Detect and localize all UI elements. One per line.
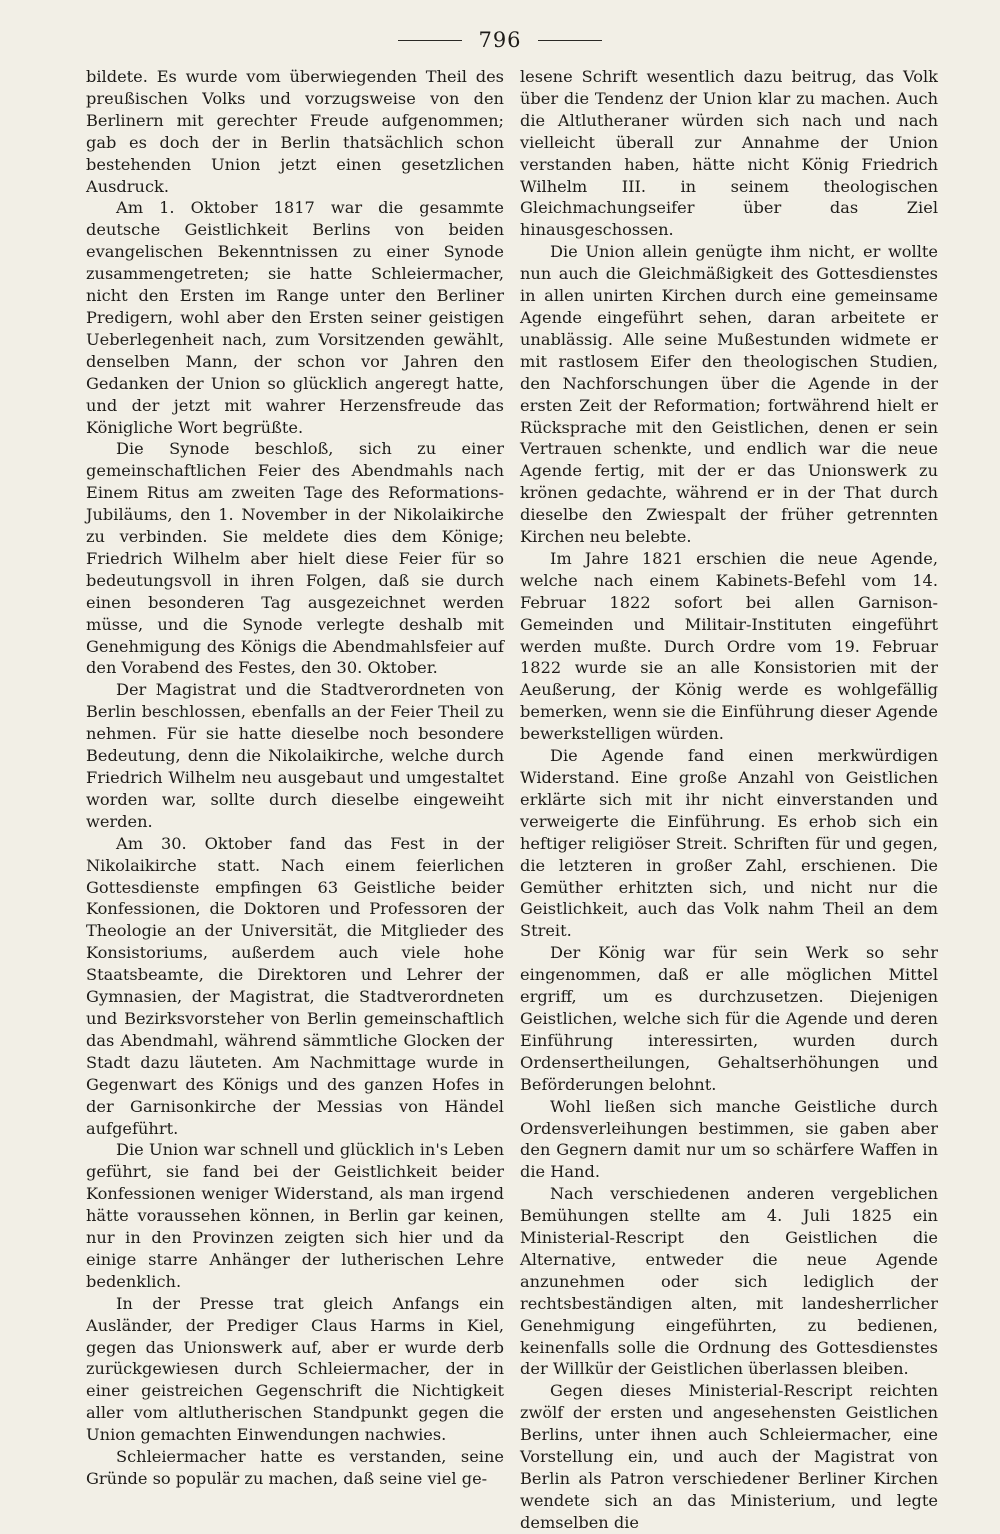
paragraph: Am 1. Oktober 1817 war die gesammte deutsche Geistlichkeit Berlins von beiden evangelischen Bekenntnissen zu einer Synode zusammengetreten; sie hatte Schleiermacher, nicht den Ersten im Range unter den Berliner Predigern, wohl aber den Ersten seiner geistigen Ueberlegenheit nach, zum Vorsitzenden gewählt, denselben Mann, der schon vor Jahren den Gedanken der Union so glücklich angeregt hatte, und der jetzt mit wahrer Herzensfreude das Königliche Wort begrüßte. — [86, 198, 504, 437]
paragraph: Der König war für sein Werk so sehr eingenommen, daß er alle möglichen Mittel ergriff, um es durchzusetzen. Diejenigen Geistlichen, welche sich für die Agende und deren Einführung interessirten, wurden durch Ordensertheilungen, Gehaltserhöhungen und Beförderungen belohnt. — [520, 943, 938, 1094]
paragraph: Der Magistrat und die Stadtverordneten von Berlin beschlossen, ebenfalls an der Feier Theil zu nehmen. Für sie hatte dieselbe noch besondere Bedeutung, denn die Nikolaikirche, welche durch Friedrich Wilhelm neu ausgebaut und umgestaltet worden war, sollte durch dieselbe eingeweiht werden. — [86, 680, 504, 831]
paragraph: Die Union war schnell und glücklich in's Leben geführt, sie fand bei der Geistlichkeit beider Konfessionen weniger Widerstand, als man irgend hätte voraussehen können, in Berlin gar keinen, nur in den Provinzen zeigten sich hier und da einige starre Anhänger der lutherischen Lehre bedenklich. — [86, 1140, 504, 1291]
paragraph: bildete. Es wurde vom überwiegenden Theil des preußischen Volks und vorzugsweise von den Berlinern mit gerechter Freude aufgenommen; gab es doch der in Berlin thatsächlich schon bestehenden Union jetzt einen gesetzlichen Ausdruck. — [86, 67, 504, 196]
page-header — [0, 28, 1000, 52]
paragraph: Die Agende fand einen merkwürdigen Widerstand. Eine große Anzahl von Geistlichen erklärte sich mit ihr nicht einverstanden und verweigerte die Einführung. Es erhob sich ein heftiger religiöser Streit. Schriften für und gegen, die letzteren in großer Zahl, erschienen. Die Gemüther erhitzten sich, und nicht nur die Geistlichkeit, auch das Volk nahm Theil an dem Streit. — [520, 746, 938, 941]
paragraph: Am 30. Oktober fand das Fest in der Nikolaikirche statt. Nach einem feierlichen Gottesdienste empfingen 63 Geistliche beider Konfessionen, die Doktoren und Professoren der Theologie an der Universität, die Mitglieder des Konsistoriums, außerdem auch viele hohe Staatsbeamte, die Direktoren und Lehrer der Gymnasien, der Magistrat, die Stadtverordneten und Bezirksvorsteher von Berlin gemeinschaftlich das Abendmahl, während sämmtliche Glocken der Stadt dazu läuteten. Am Nachmittage wurde in Gegenwart des Königs und des ganzen Hofes in der Garnisonkirche der Messias von Händel aufgeführt. — [86, 833, 504, 1138]
header-rule-right — [538, 40, 602, 41]
left-column — [86, 66, 504, 1490]
paragraph: Wohl ließen sich manche Geistliche durch Ordensverleihungen bestimmen, sie gaben aber den Gegnern damit nur um so schärfere Waffen in die Hand. — [520, 1096, 938, 1182]
paragraph: Im Jahre 1821 erschien die neue Agende, welche nach einem Kabinets-Befehl vom 14. Februar 1822 sofort bei allen Garnison-Gemeinden und Militair-Instituten eingeführt werden mußte. Durch Ordre vom 19. Februar 1822 wurde sie an alle Konsistorien mit der Aeußerung, der König werde es wohlgefällig bemerken, wenn sie die Einführung dieser Agende bewerkstelligen würden. — [520, 548, 938, 744]
paragraph: Gegen dieses Ministerial-Rescript reichten zwölf der ersten und angesehensten Geistlichen Berlins, unter ihnen auch Schleiermacher, eine Vorstellung ein, und auch der Magistrat von Berlin als Patron verschiedener Berliner Kirchen wendete sich an das Ministerium, und legte demselben die — [520, 1381, 938, 1532]
header-rule-left — [398, 40, 462, 41]
paragraph: In der Presse trat gleich Anfangs ein Ausländer, der Prediger Claus Harms in Kiel, gegen das Unionswerk auf, aber er wurde derb zurückgewiesen durch Schleiermacher, der in einer geistreichen Gegenschrift die Nichtigkeit aller vom altlutherischen Standpunkt gegen die Union gemachten Einwendungen nachwies. — [86, 1293, 504, 1445]
paragraph: Nach verschiedenen anderen vergeblichen Bemühungen stellte am 4. Juli 1825 ein Ministerial-Rescript den Geistlichen die Alternative, entweder die neue Agende anzunehmen oder sich lediglich der rechtsbeständigen alten, mit landesherrlicher Genehmigung eingeführten, zu bedienen, keinenfalls solle die Ordnung des Gottesdienstes der Willkür der Geistlichen überlassen bleiben. — [520, 1184, 938, 1379]
paragraph: Schleiermacher hatte es verstanden, seine Gründe so populär zu machen, daß seine viel ge- — [86, 1447, 504, 1488]
paragraph: lesene Schrift wesentlich dazu beitrug, das Volk über die Tendenz der Union klar zu machen. Auch die Altlutheraner würden sich nach und nach vielleicht überall zur Annahme der Union verstanden haben, hätte nicht König Friedrich Wilhelm III. in seinem theologischen Gleichmachungseifer über das Ziel hinausgeschossen. — [520, 67, 938, 240]
right-column — [520, 66, 938, 1534]
page-number: 796 — [478, 28, 522, 52]
paragraph: Die Synode beschloß, sich zu einer gemeinschaftlichen Feier des Abendmahls nach Einem Ritus am zweiten Tage des Reformations-Jubiläums, den 1. November in der Nikolaikirche zu verbinden. Sie meldete dies dem Könige; Friedrich Wilhelm aber hielt diese Feier für so bedeutungsvoll in ihren Folgen, daß sie durch einen besonderen Tag ausgezeichnet werden müsse, und die Synode verlegte deshalb mit Genehmigung des Königs die Abendmahlsfeier auf den Vorabend des Festes, den 30. Oktober. — [86, 439, 504, 678]
paragraph: Die Union allein genügte ihm nicht, er wollte nun auch die Gleichmäßigkeit des Gottesdienstes in allen unirten Kirchen durch eine gemeinsame Agende eingeführt sehen, daran arbeitete er unablässig. Alle seine Mußestunden widmete er mit rastlosem Eifer den theologischen Studien, den Nachforschungen über die Agende in der ersten Zeit der Reformation; fortwährend hielt er Rücksprache mit den Geistlichen, denen er sein Vertrauen schenkte, und endlich war die neue Agende fertig, mit der er das Unionswerk zu krönen gedachte, während er in der That durch dieselbe den Zwiespalt der früher getrennten Kirchen neu belebte. — [520, 242, 938, 547]
